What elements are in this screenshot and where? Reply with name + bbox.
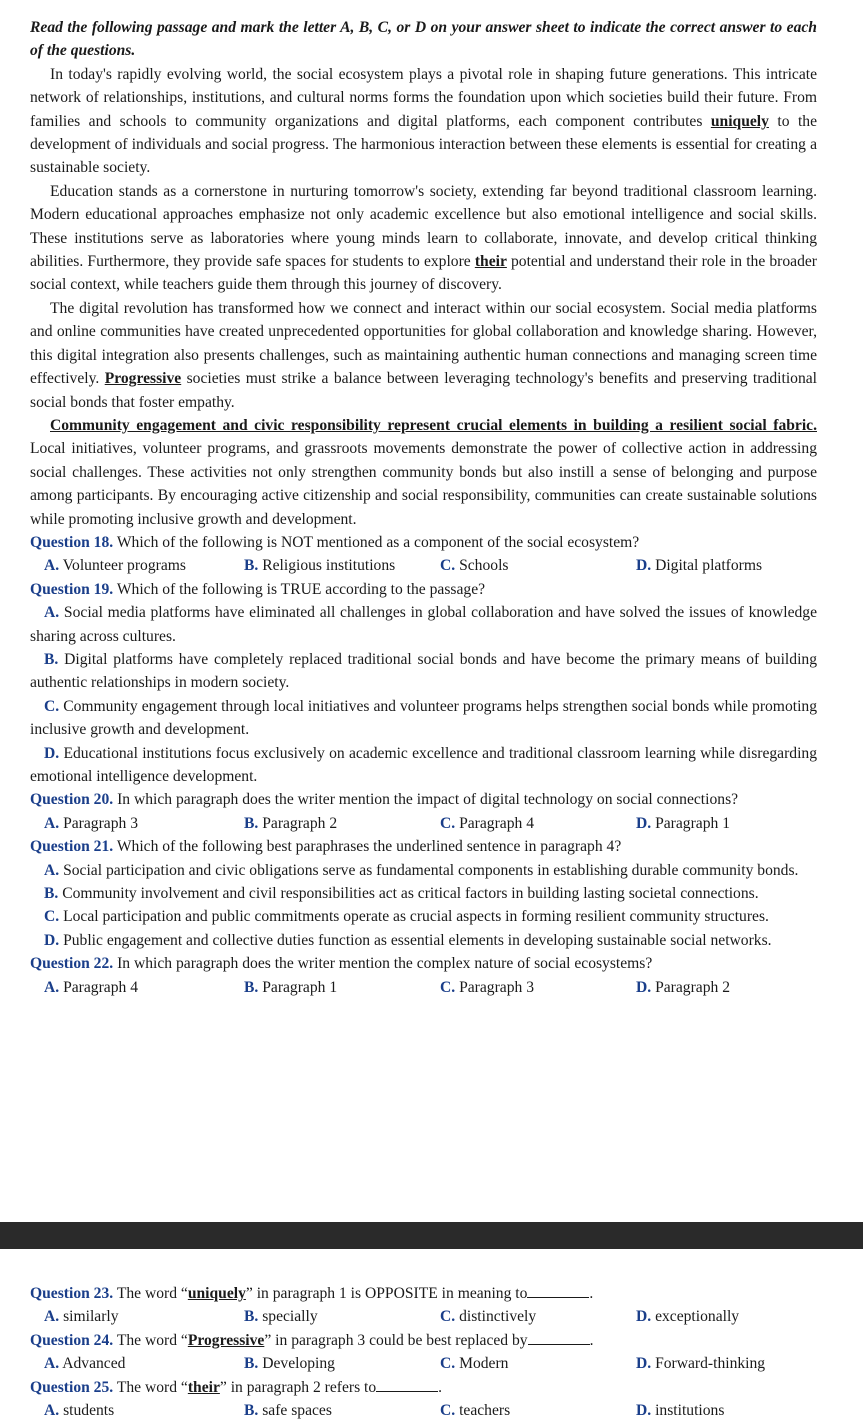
option-d[interactable]: D. institutions xyxy=(636,1402,725,1420)
option-d[interactable]: D. Paragraph 2 xyxy=(636,978,730,996)
option-b[interactable]: B. Developing xyxy=(244,1355,335,1373)
question-23-options xyxy=(30,1305,817,1328)
instructions: Read the following passage and mark the letter A, B, C, or D on your answer sheet to indicate the correct answer to each of the questions. xyxy=(30,19,817,60)
option-a[interactable]: A. Paragraph 4 xyxy=(44,978,138,996)
option-d[interactable]: D. Educational institutions focus exclusively on academic excellence and traditional classroom learning while disregarding emotional intelligence development. xyxy=(30,744,818,785)
passage-paragraph-4: Community engagement and civic responsibility represent crucial elements in building a resilient social fabric. Local initiatives, volunteer programs, and grassroots movements demonstrate the power of collective action in addressing social challenges. These activities not only strengthen community bonds but also instill a sense of belonging and purpose among participants. By encouraging active citizenship and social responsibility, communities can create sustainable solutions while promoting inclusive growth and development. xyxy=(30,416,817,528)
option-a[interactable]: A. Advanced xyxy=(44,1355,126,1373)
question-23: Question 23. The word “uniquely” in paragraph 1 is OPPOSITE in meaning to . xyxy=(30,1285,594,1302)
option-c[interactable]: C. Paragraph 4 xyxy=(440,814,534,832)
question-25: Question 25. The word “their” in paragraph 2 refers to . xyxy=(30,1378,443,1396)
underlined-word-uniquely: uniquely xyxy=(710,112,769,130)
passage-paragraph-2: Education stands as a cornerstone in nurturing tomorrow's society, extending far beyond traditional classroom learning. Modern educational approaches emphasize not only academic excellence but also emotional intelligence and social skills. These institutions serve as laboratories where young minds learn to collaborate, innovate, and develop critical thinking abilities. Furthermore, they provide safe spaces for students to explore their potential and understand their role in the broader social context, while teachers guide them through this journey of discovery. xyxy=(30,182,817,294)
option-c[interactable]: C. teachers xyxy=(440,1402,511,1420)
option-d[interactable]: D. Forward-thinking xyxy=(636,1355,766,1373)
option-a[interactable]: A. Paragraph 3 xyxy=(44,814,138,832)
answer-blank xyxy=(528,1330,590,1345)
answer-blank xyxy=(527,1283,589,1298)
question-25-options xyxy=(30,1399,817,1422)
passage-paragraph-1: In today's rapidly evolving world, the social ecosystem plays a pivotal role in shaping future generations. This intricate network of relationships, institutions, and cultural norms forms the foundation upon which societies build their future. From families and schools to community organizations and digital platforms, each component contributes uniquely to the development of individuals and social progress. The harmonious interaction between these elements is essential for creating a sustainable society. xyxy=(30,65,817,177)
option-c[interactable]: C. Paragraph 3 xyxy=(440,978,534,996)
option-a[interactable]: A. similarly xyxy=(44,1308,119,1326)
question-18-options xyxy=(30,554,817,577)
option-c[interactable]: C. Community engagement through local initiatives and volunteer programs helps strengthen social bonds while promoting inclusive growth and development. xyxy=(30,697,817,739)
answer-blank xyxy=(376,1377,438,1392)
passage-paragraph-3: The digital revolution has transformed how we connect and interact within our social ecosystem. Social media platforms and online communities have created unprecedented opportunities for global collaboration and knowledge sharing. However, this digital integration also presents challenges, such as maintaining authentic human connections and managing screen time effectively. Progressive societies must strike a balance between leveraging technology's benefits and preserving traditional social bonds that foster empathy. xyxy=(30,299,817,411)
underlined-word-progressive: Progressive xyxy=(104,370,182,388)
option-b[interactable]: B. Paragraph 2 xyxy=(244,814,338,832)
question-20-options xyxy=(30,812,817,835)
quoted-word: their xyxy=(187,1378,220,1396)
option-d[interactable]: D. Public engagement and collective duties function as essential elements in developing sustainable social networks. xyxy=(44,931,772,949)
option-c[interactable]: C. Modern xyxy=(440,1355,509,1373)
question-21: Question 21. Which of the following best paraphrases the underlined sentence in paragraph 4? xyxy=(30,838,622,856)
underlined-word-their: their xyxy=(474,253,507,271)
question-22-options xyxy=(30,976,817,999)
option-a[interactable]: A. Social participation and civic obligations serve as fundamental components in establishing durable community bonds. xyxy=(44,861,799,879)
page-divider-bar xyxy=(0,1222,863,1249)
question-19: Question 19. Which of the following is TRUE according to the passage? xyxy=(30,580,486,598)
option-b[interactable]: B. Religious institutions xyxy=(244,557,396,575)
question-24-options xyxy=(30,1352,817,1375)
option-d[interactable]: D. Paragraph 1 xyxy=(636,814,730,832)
option-a[interactable]: A. students xyxy=(44,1402,115,1420)
option-a[interactable]: A. Volunteer programs xyxy=(44,557,186,575)
sheet-bottom xyxy=(0,1249,863,1418)
question-24: Question 24. The word “Progressive” in paragraph 3 could be best replaced by . xyxy=(30,1331,594,1349)
question-22: Question 22. In which paragraph does the writer mention the complex nature of social ecosystems? xyxy=(30,955,653,973)
option-c[interactable]: C. Schools xyxy=(440,557,509,575)
option-d[interactable]: D. exceptionally xyxy=(636,1308,740,1326)
option-b[interactable]: B. safe spaces xyxy=(244,1402,332,1420)
question-18: Question 18. Which of the following is NOT mentioned as a component of the social ecosystem? xyxy=(30,533,640,551)
option-a[interactable]: A. Social media platforms have eliminated all challenges in global collaboration and have solved the issues of knowledge sharing across cultures. xyxy=(30,604,817,645)
option-b[interactable]: B. specially xyxy=(244,1308,318,1326)
quoted-word: Progressive xyxy=(187,1331,265,1349)
question-20: Question 20. In which paragraph does the writer mention the impact of digital technology on social connections? xyxy=(30,791,739,809)
sheet-top-content xyxy=(30,16,817,999)
option-b[interactable]: B. Paragraph 1 xyxy=(244,978,338,996)
option-b[interactable]: B. Community involvement and civil responsibilities act as critical factors in building lasting societal connections. xyxy=(44,885,759,903)
option-c[interactable]: C. Local participation and public commitments operate as crucial aspects in forming resilient community structures. xyxy=(44,908,769,926)
option-d[interactable]: D. Digital platforms xyxy=(636,557,763,575)
quoted-word: uniquely xyxy=(187,1285,246,1302)
option-c[interactable]: C. distinctively xyxy=(440,1308,537,1326)
underlined-sentence-paragraph-4: Community engagement and civic responsibility represent crucial elements in building a resilient social fabric. xyxy=(50,416,817,434)
sheet-bottom-content xyxy=(30,1282,817,1422)
option-b[interactable]: B. Digital platforms have completely replaced traditional social bonds and have become the primary means of building authentic relationships in modern society. xyxy=(30,650,817,692)
